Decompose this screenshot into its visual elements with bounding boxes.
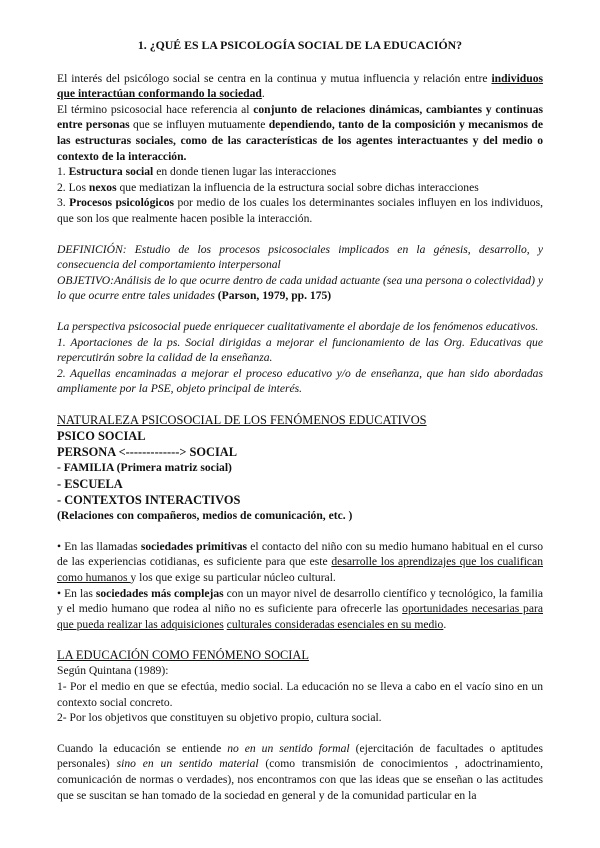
intro-item-1-number: 1. (57, 165, 69, 179)
educacion-p-end: (como transmisión de conocimientos , adoctrinamiento, comunicación de normas o verdades), nos encontramos con que las ideas que se enseñan o las actitudes que se suscitan se han tomado de la sociedad en general y de la comunidad particular en la (57, 757, 543, 802)
intro-paragraph-2 (57, 102, 543, 164)
intro-item-2-text: que mediatizan la influencia de la estructura social sobre dichas interacciones (116, 180, 479, 194)
intro-item-1-text: en donde tienen lugar las interacciones (153, 165, 337, 179)
bullet-2-lead: • En las (57, 586, 96, 600)
intro-item-3 (57, 195, 543, 226)
perspective-section (57, 319, 543, 397)
educacion-point-1: 1- Por el medio en que se efectúa, medio social. La educación no se lleva a cabo en el vacío sino en un contexto social concreto. (57, 680, 543, 709)
bullet-1-lead: • En las llamadas (57, 539, 141, 553)
intro-p2-text: El término psicosocial hace referencia al (57, 102, 254, 116)
bullet-2-text: con un mayor nivel de desarrollo científico y tecnológico, la familia y el medio humano que rodea al niño no es suficiente para ofrecerle las (57, 586, 544, 616)
educacion-p-formal: no en un sentido formal (227, 741, 350, 755)
intro-paragraph-1 (57, 71, 543, 102)
perspective-paragraph: La perspectiva psicosocial puede enriquecer cualitativamente el abordaje de los fenómenos educativos. (57, 319, 539, 333)
intro-p1-text: El interés del psicólogo social se centra en la continua y mutua influencia y relación entre (57, 71, 492, 85)
educacion-p-lead: Cuando la educación se entiende (57, 741, 228, 755)
intro-item-3-text: por medio de los cuales los determinantes sociales influyen en los individuos, que son los que realmente hacen posible la interacción. (57, 196, 543, 225)
bullet-2-end: . (443, 617, 447, 631)
bullet-1-underlined: desarrolle los aprendizajes que los cualifican como humanos (57, 555, 543, 585)
escuela-label: - ESCUELA (57, 476, 123, 491)
perspective-item-1: 1. Aportaciones de la ps. Social dirigidas a mejorar el funcionamiento de las Org. Educativas que repercutirán sobre la calidad de la enseñanza. (57, 335, 543, 365)
intro-item-2-number: 2. Los (57, 180, 89, 194)
bullet-2-underlined-2: culturales consideradas esenciales en su medio (226, 617, 444, 631)
document-page (57, 38, 543, 803)
intro-item-3-number: 3. (57, 196, 70, 210)
intro-p2-emphasis-2: dependiendo, tanto de la composición y mecanismos de las estructuras sociales, como de las características de los agentes interactuantes y del medio o contexto de la interacción. (57, 118, 543, 163)
persona-social-label: PERSONA <-------------> SOCIAL (57, 444, 237, 459)
psico-social-label: PSICO SOCIAL (57, 428, 146, 443)
intro-p2-emphasis-1: conjunto de relaciones dinámicas, cambiantes y continuas entre personas (57, 102, 544, 132)
escuela-line (57, 476, 543, 492)
educacion-point-2: 2- Por los objetivos que constituyen su objetivo propio, cultura social. (57, 711, 382, 725)
page-title: 1. ¿QUÉ ES LA PSICOLOGÍA SOCIAL DE LA EDUCACIÓN? (137, 38, 463, 52)
intro-p2-middle: que se influyen mutuamente (129, 118, 269, 132)
bullet-2-term: sociedades más complejas (95, 586, 224, 600)
contextos-label: - CONTEXTOS INTERACTIVOS (57, 492, 241, 507)
perspective-item-2: 2. Aquellas encaminadas a mejorar el proceso educativo y/o de enseñanza, que han sido abordadas ampliamente por la PSE, objeto principal de interés. (57, 366, 543, 396)
naturaleza-heading: NATURALEZA PSICOSOCIAL DE LOS FENÓMENOS EDUCATIVOS (57, 412, 427, 427)
objective-citation: (Parson, 1979, pp. 175) (217, 289, 332, 303)
quintana-line: Según Quintana (1989): (57, 664, 169, 678)
persona-social-line (57, 444, 543, 460)
definition-text: DEFINICIÓN: Estudio de los procesos psicosociales implicados en la génesis, desarrollo, y consecuencia del comportamiento interpersonal (57, 242, 543, 272)
intro-section (57, 71, 543, 227)
educacion-section (57, 647, 543, 803)
intro-item-2 (57, 180, 543, 196)
intro-p1-end: . (261, 87, 265, 101)
contextos-line (57, 492, 543, 508)
bullet-complex-societies (57, 586, 543, 633)
educacion-p-middle: (ejercitación de facultades o aptitudes personales) (57, 741, 543, 771)
educacion-paragraph (57, 741, 543, 803)
familia-line (57, 460, 543, 476)
familia-label: - FAMILIA (Primera matriz social) (57, 460, 232, 474)
educacion-p-material: sino en un sentido material (116, 757, 259, 771)
relaciones-label: (Relaciones con compañeros, medios de comunicación, etc. ) (57, 508, 353, 522)
intro-p1-emphasis: individuos que interactúan conformando la sociedad (57, 71, 543, 101)
definition-section (57, 242, 543, 304)
societies-section (57, 539, 543, 633)
naturaleza-section (57, 412, 543, 524)
objective-body: OBJETIVO:Análisis de lo que ocurre dentro de cada unidad actuante (sea una persona o colectividad) y lo que ocurre entre tales unidades (57, 273, 543, 303)
objective-text (57, 273, 543, 304)
relaciones-line (57, 508, 543, 524)
bullet-2-underlined-1: oportunidades necesarias para que pueda realizar las adquisiciones (57, 602, 543, 631)
intro-item-2-term: nexos (88, 180, 117, 194)
bullet-primitive-societies (57, 539, 543, 586)
educacion-heading: LA EDUCACIÓN COMO FENÓMENO SOCIAL (57, 648, 309, 663)
intro-item-1 (57, 164, 543, 180)
bullet-1-term: sociedades primitivas (140, 539, 248, 553)
psico-social-line (57, 428, 543, 444)
bullet-1-end: y los que exige su particular núcleo cultural. (130, 571, 336, 585)
bullet-1-text: el contacto del niño con su medio humano habitual en el curso de las experiencias cotidianas, es suficiente para que este (57, 539, 544, 569)
intro-item-3-term: Procesos psicológicos (69, 196, 175, 210)
intro-item-1-term: Estructura social (68, 165, 154, 179)
